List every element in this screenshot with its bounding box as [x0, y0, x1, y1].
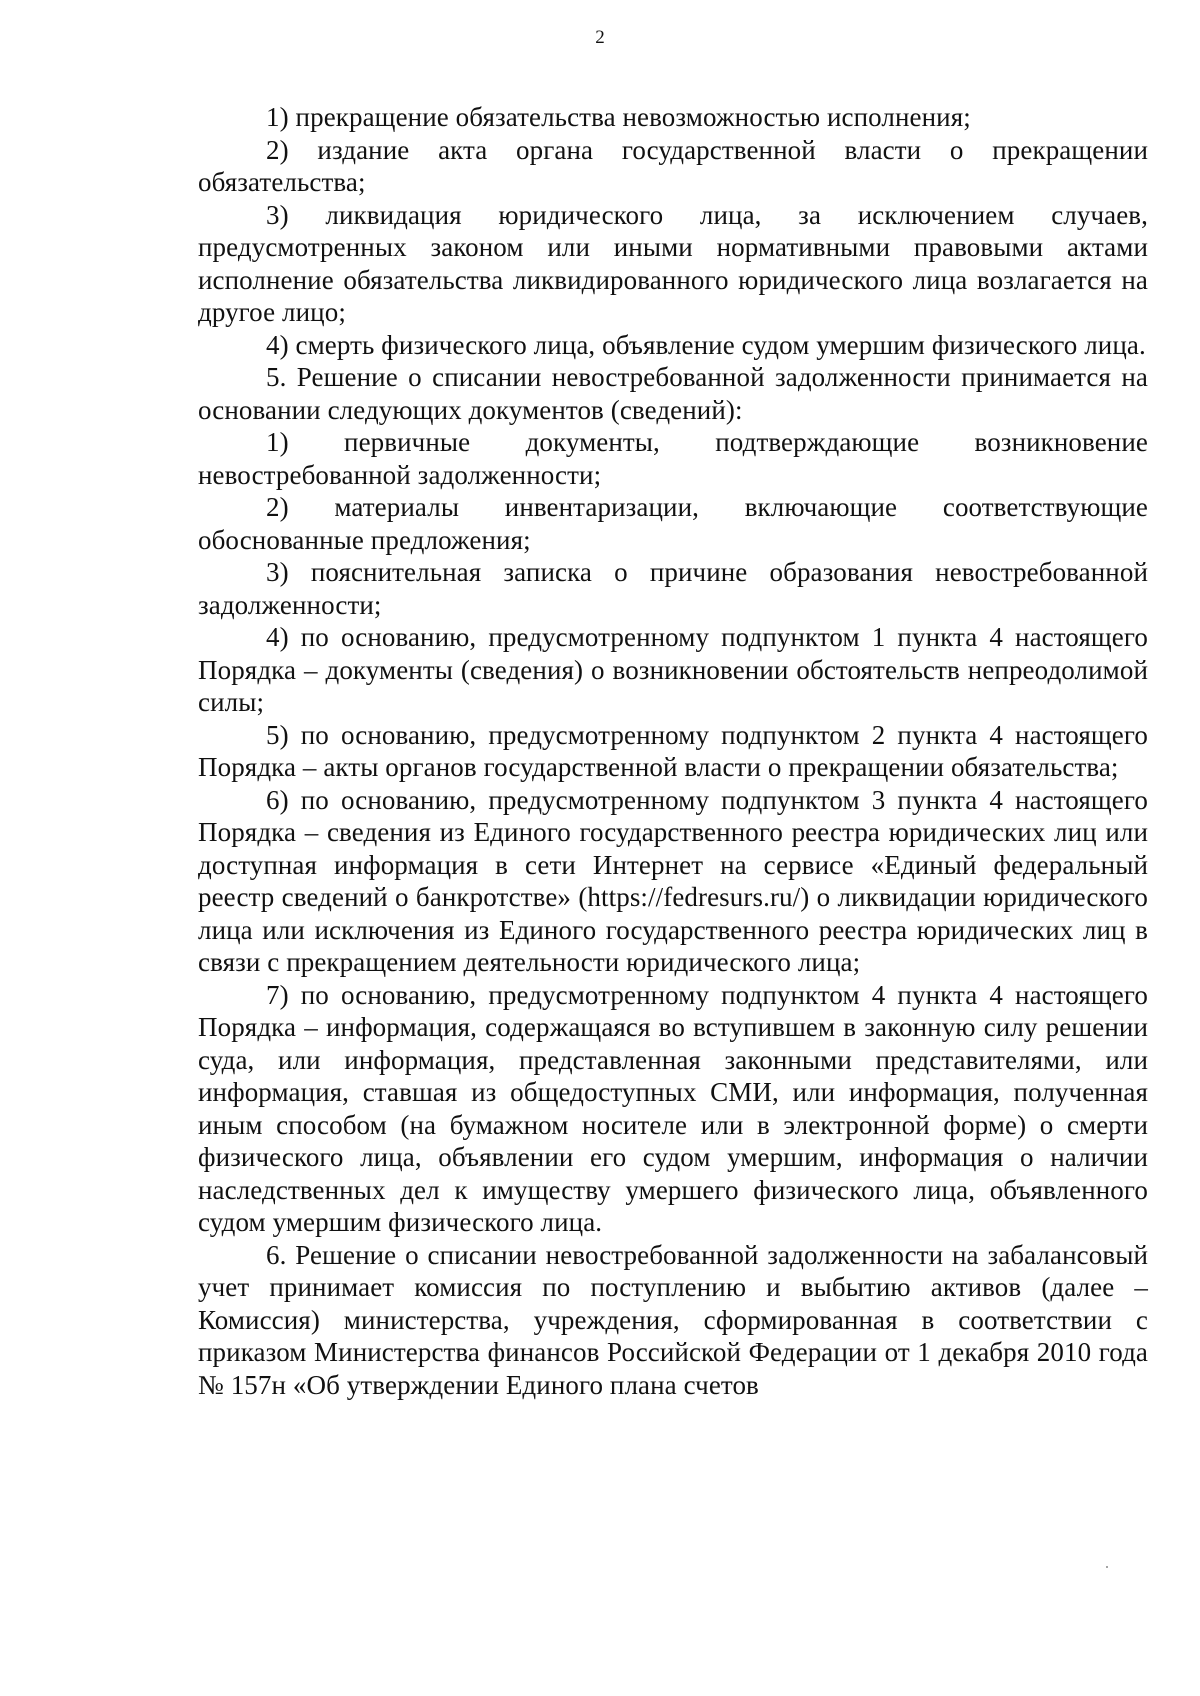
paragraph-doc-5-government-acts: 5) по основанию, предусмотренному подпунктом 2 пункта 4 настоящего Порядка – акты органов государственной власти о прекращении обязательства; [198, 719, 1148, 782]
scan-dot-mark [1106, 1566, 1108, 1568]
page-number: 2 [595, 27, 605, 48]
paragraph-doc-6-registry-info: 6) по основанию, предусмотренному подпунктом 3 пункта 4 настоящего Порядка – сведения из Единого государственного реестра юридических лиц или доступная информация в сети Интернет на сервисе «Единый федеральный реестр сведений о банкротстве» (https://fedresurs.ru/) о ликвидации юридического лица или исключения из Единого государственного реестра юридических лиц в связи с прекращением деятельности юридического лица; [198, 784, 1148, 977]
document-body [198, 101, 1148, 1401]
paragraph-item-3-liquidation: 3) ликвидация юридического лица, за исключением случаев, предусмотренных законом или иными нормативными правовыми актами исполнение обязательства ликвидированного юридического лица возлагается на другое лицо; [198, 199, 1148, 327]
paragraph-section-5: 5. Решение о списании невостребованной задолженности принимается на основании следующих документов (сведений): [198, 362, 1148, 425]
paragraph-item-1-termination-impossibility: 1) прекращение обязательства невозможностью исполнения; [266, 102, 971, 132]
paragraph-section-6: 6. Решение о списании невостребованной задолженности на забалансовый учет принимает комиссия по поступлению и выбытию активов (далее – Комиссия) министерства, учреждения, сформированная в соответствии с приказом Министерства финансов Российской Федерации от 1 декабря 2010 года № 157н «Об утверждении Единого плана счетов [198, 1239, 1148, 1400]
paragraph-doc-7-death-info: 7) по основанию, предусмотренному подпунктом 4 пункта 4 настоящего Порядка – информация, содержащаяся во вступившем в законную силу решении суда, или информация, представленная законными представителями, или информация, ставшая из общедоступных СМИ, или информация, полученная иным способом (на бумажном носителе или в электронной форме) о смерти физического лица, объявлении его судом умершим, информация о наличии наследственных дел к имуществу умершего физического лица, объявленного судом умершим физического лица. [198, 979, 1148, 1237]
paragraph-item-2-government-act: 2) издание акта органа государственной власти о прекращении обязательства; [198, 134, 1148, 197]
paragraph-doc-2-inventory-materials: 2) материалы инвентаризации, включающие соответствующие обоснованные предложения; [198, 492, 1148, 555]
paragraph-doc-3-explanatory-note: 3) пояснительная записка о причине образования невостребованной задолженности; [198, 557, 1148, 620]
paragraph-item-4-death: 4) смерть физического лица, объявление судом умершим физического лица. [266, 329, 1146, 360]
paragraph-doc-1-primary-documents: 1) первичные документы, подтверждающие возникновение невостребованной задолженности; [198, 427, 1148, 490]
paragraph-doc-4-force-majeure: 4) по основанию, предусмотренному подпунктом 1 пункта 4 настоящего Порядка – документы (сведения) о возникновении обстоятельств непреодолимой силы; [198, 622, 1148, 717]
